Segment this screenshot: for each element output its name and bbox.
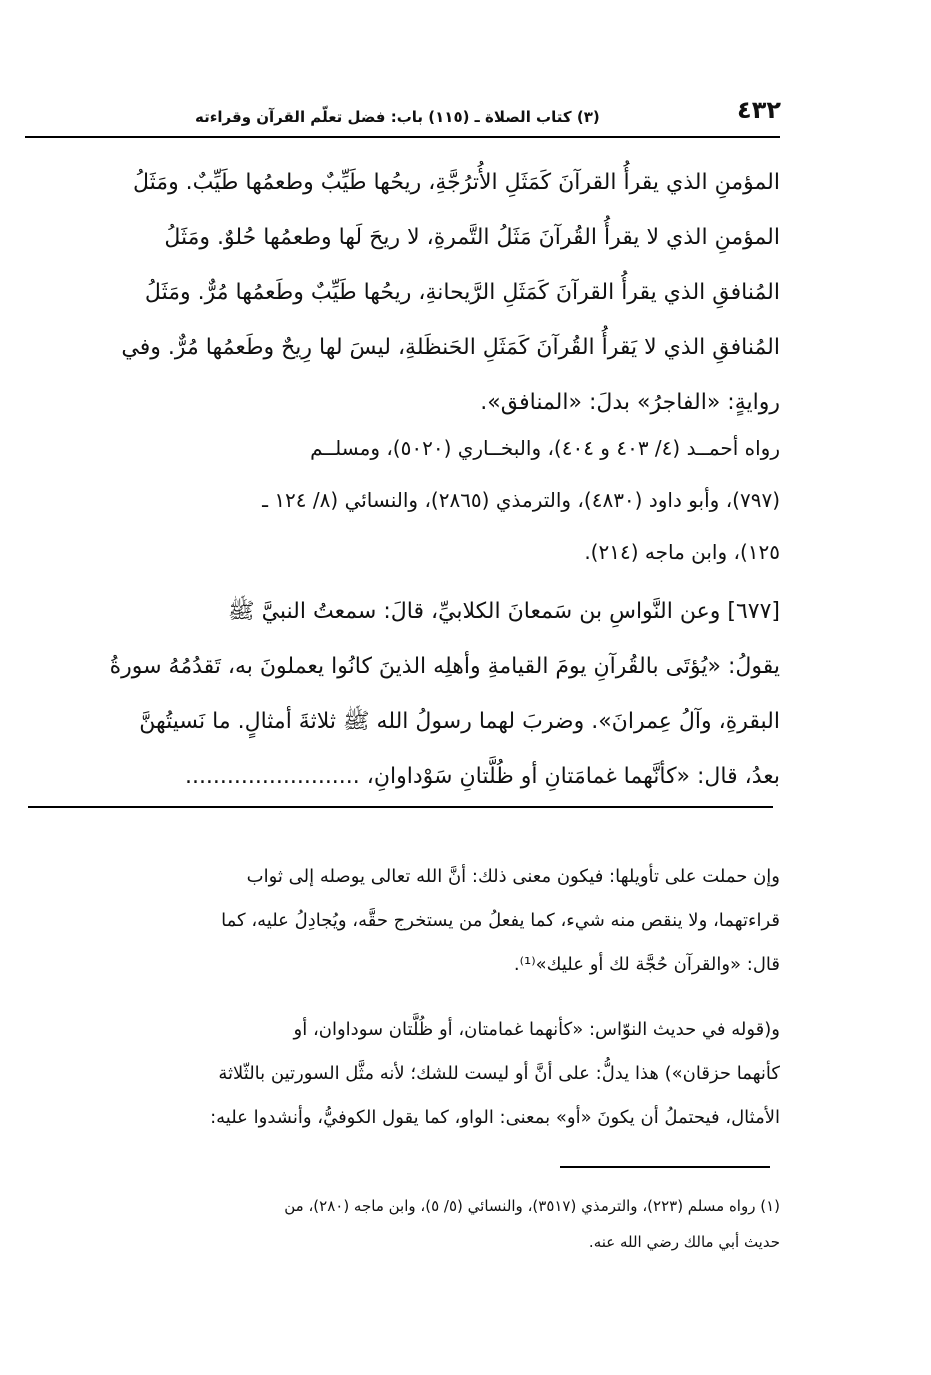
text-line: المُنافقِ الذي يقرأُ القرآنَ كَمَثَلِ الرَّيحانةِ، ريحُها طَيِّبٌ وطَعمُها مُرٌّ. ومَثَلُ — [144, 280, 780, 305]
text-line: يقولُ: «يُؤتَى بالقُرآنِ يومَ القيامةِ وأهلِه الذينَ كانُوا يعملونَ به، تَقدُمُهُ سورةُ — [109, 654, 780, 679]
text-line: ١٢٥)، وابن ماجه (٢١٤). — [584, 540, 780, 564]
section-rule — [28, 806, 773, 808]
text-line: البقرةِ، وآلُ عِمرانَ». وضربَ لهما رسولُ الله ﷺ ثلاثةَ أمثالٍ. ما نَسيتُهنَّ — [139, 709, 780, 734]
text-line: (٧٩٧)، وأبو داود (٤٨٣٠)، والترمذي (٢٨٦٥)، والنسائي (٨/ ١٢٤ ـ — [262, 488, 780, 512]
text-line: المُنافقِ الذي لا يَقرأُ القُرآنَ كَمَثَلِ الحَنظَلةِ، ليسَ لها رِيحٌ وطَعمُها مُرٌّ. وفي — [121, 335, 780, 360]
hadith-677 — [28, 584, 780, 804]
text-line: حديث أبي مالك رضي الله عنه. — [588, 1233, 780, 1251]
header-rule — [25, 136, 780, 138]
text-line: (١) رواه مسلم (٢٢٣)، والترمذي (٣٥١٧)، والنسائي (٥/ ٥)، وابن ماجه (٢٨٠)، من — [284, 1197, 780, 1215]
footnote — [28, 1188, 780, 1260]
footnote-rule — [560, 1166, 770, 1168]
text-line: رواه أحمــد (٤/ ٤٠٣ و ٤٠٤)، والبخــاري (٥٠٢٠)، ومسلــم — [310, 436, 780, 460]
running-header — [25, 100, 781, 134]
running-title: (٣) كتاب الصلاة ـ (١١٥) باب: فضل تعلّم القرآن وقراءته — [195, 108, 600, 126]
page-number: ٤٣٢ — [737, 96, 781, 124]
text-line: [٦٧٧] وعن النَّواسِ بن سَمعانَ الكلابيِّ، قالَ: سمعتُ النبيَّ ﷺ — [228, 599, 780, 624]
text-line: كأنهما حزقان») هذا يدلُّ: على أنَّ أو ليست للشك؛ لأنه مثَّل السورتين بالثّلاثة — [218, 1063, 780, 1084]
takhrij-paragraph — [28, 422, 780, 578]
text-line: روايةٍ: «الفاجرُ» بدلَ: «المنافق». — [480, 390, 780, 415]
text-line: الأمثال، فيحتملُ أن يكونَ «أو» بمعنى: الواو، كما يقول الكوفيُّ، وأنشدوا عليه: — [210, 1107, 780, 1128]
commentary-paragraph-2 — [28, 1008, 780, 1140]
text-line: وإن حملت على تأويلها: فيكون معنى ذلك: أنَّ الله تعالى يوصله إلى ثواب — [246, 866, 780, 887]
text-line: قراءتهما، ولا ينقص منه شيء، كما يفعلُ من يستخرج حقَّه، ويُجادِلُ عليه، كما — [221, 910, 780, 931]
text-line: و(قوله في حديث النوّاس: «كأنهما غمامتان، أو ظُلَّتان سوداوان، أو — [293, 1019, 780, 1040]
text-line: المؤمنِ الذي يقرأُ القرآنَ كَمَثَلِ الأُترُجَّةِ، ريحُها طَيِّبٌ وطعمُها طَيِّبٌ. ومَثَلُ — [132, 170, 780, 195]
text-line: المؤمنِ الذي لا يقرأُ القُرآنَ مَثَلُ التَّمرةِ، لا ريحَ لَها وطعمُها حُلوٌ. ومَثَلُ — [164, 225, 780, 250]
text-line: قال: «والقرآن حُجَّة لك أو عليك»⁽¹⁾. — [513, 954, 780, 975]
hadith-text — [28, 155, 780, 430]
text-line: بعدُ، قال: «كأنَّهما غمامَتانِ أو ظُلَّتانِ سَوْداوانِ، ......................... — [184, 764, 780, 789]
commentary-paragraph-1 — [28, 855, 780, 987]
